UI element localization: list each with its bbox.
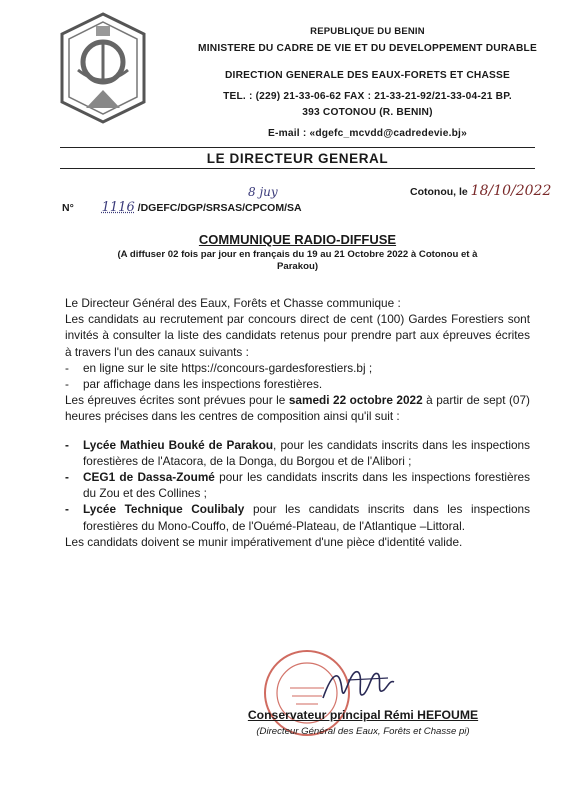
ministry-logo-icon [58, 12, 148, 124]
closing-text: Les candidats doivent se munir impérativement d'une pièce d'identité valide. [65, 534, 463, 549]
communique-subtitle: (A diffuser 02 fois par jour en français du 19 au 21 Octobre 2022 à Cotonou et à Parakou) [117, 249, 478, 272]
signature-icon [318, 660, 398, 710]
channel-online: en ligne sur le site https://concours-gardesforestiers.bj ; [83, 360, 373, 375]
reference-number: 1116 [101, 200, 135, 215]
signer-name: Conservateur principal Rémi HEFOUME [247, 708, 479, 722]
date-value: 18/10/2022 [470, 183, 552, 199]
signer-role: (Directeur Général des Eaux, Forêts et Chasse pi) [256, 726, 470, 737]
header-divider-top [60, 147, 535, 148]
reference-code: /DGEFC/DGP/SRSAS/CPCOM/SA [137, 202, 302, 214]
republic-name: REPUBLIQUE DU BENIN [310, 26, 425, 37]
list-item: - CEG1 de Dassa-Zoumé pour les candidats inscrits dans les inspections forestières du Zou et des Collines ; [65, 470, 530, 501]
ministry-name: MINISTERE DU CADRE DE VIE ET DU DEVELOPPEMENT DURABLE [198, 43, 537, 54]
list-item: - Lycée Technique Coulibaly pour les candidats inscrits dans les inspections forestières du Mono-Couffo, de l'Ouémé-Plateau, de l'Atlantique –Littoral. [65, 502, 530, 533]
list-item: - Lycée Mathieu Bouké de Parakou, pour les candidats inscrits dans les inspections forestières de l'Atacora, de la Donga, du Borgou et de l'Alibori ; [65, 437, 531, 468]
list-item: - par affichage dans les inspections forestières. [65, 377, 323, 392]
paragraph-exam-date: Les épreuves écrites sont prévues pour le samedi 22 octobre 2022 à partir de sept (07) heures précises dans les centres de composition ainsi qu'il suit : [65, 393, 530, 424]
intro-text: Le Directeur Général des Eaux, Forêts et Chasse communique : [65, 296, 401, 310]
contact-line-2: 393 COTONOU (R. BENIN) [302, 107, 433, 118]
contact-email: E-mail : «dgefc_mcvdd@cadredevie.bj» [268, 128, 467, 139]
director-title: LE DIRECTEUR GENERAL [206, 151, 389, 166]
date-line [410, 183, 551, 199]
contact-line-1: TEL. : (229) 21-33-06-62 FAX : 21-33-21-92/21-33-04-21 BP. [223, 91, 512, 102]
communique-title: COMMUNIQUE RADIO-DIFFUSE [198, 232, 397, 247]
list-item: - en ligne sur le site https://concours-gardesforestiers.bj ; [65, 360, 373, 375]
direction-name: DIRECTION GENERALE DES EAUX-FORETS ET CHASSE [224, 70, 511, 81]
paragraph-candidates: Les candidats au recrutement par concours direct de cent (100) Gardes Forestiers sont invités à consulter la liste des candidats retenus pour prendre part aux épreuves écrites à travers l'un des canaux suivants : [65, 312, 530, 359]
exam-date: samedi 22 octobre 2022 [288, 393, 423, 408]
communique-body [65, 295, 530, 550]
reference-prefix: N° [62, 202, 74, 214]
handwritten-note: 8 juy [248, 185, 278, 199]
date-label: Cotonou, le [410, 186, 468, 198]
centre-name: Lycée Mathieu Bouké de Parakou [83, 437, 274, 452]
centre-name: CEG1 de Dassa-Zoumé [83, 470, 215, 485]
centre-name: Lycée Technique Coulibaly [83, 502, 245, 517]
reference-line [62, 200, 302, 215]
channel-posting: par affichage dans les inspections forestières. [83, 377, 323, 392]
header-divider-bottom [60, 168, 535, 169]
